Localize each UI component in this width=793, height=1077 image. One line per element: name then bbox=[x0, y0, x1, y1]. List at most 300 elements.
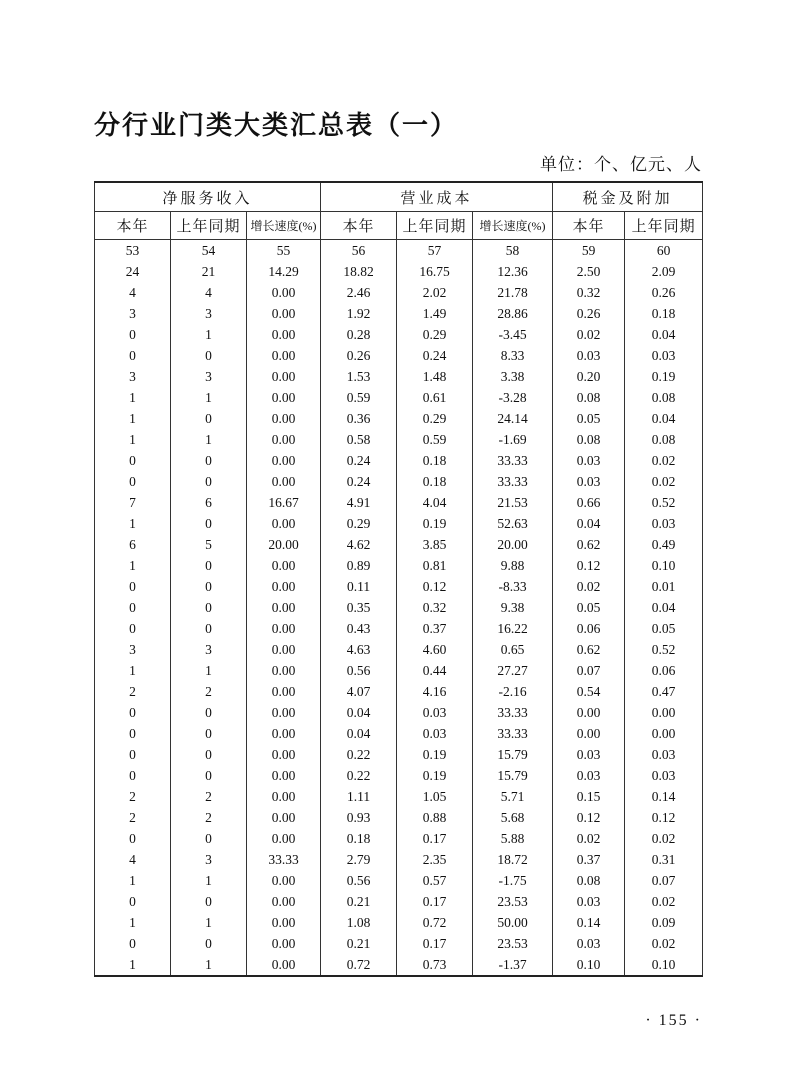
table-cell: 0.04 bbox=[625, 324, 703, 345]
table-row bbox=[95, 723, 703, 744]
table-cell: 0.12 bbox=[397, 576, 473, 597]
table-cell: 33.33 bbox=[473, 450, 553, 471]
table-cell: 0.00 bbox=[247, 807, 321, 828]
table-cell: 0 bbox=[171, 618, 247, 639]
table-cell: 54 bbox=[171, 240, 247, 262]
col-header-prior-year-1: 上年同期 bbox=[171, 212, 247, 240]
table-cell: 0.02 bbox=[553, 576, 625, 597]
table-cell: 0.00 bbox=[247, 450, 321, 471]
group-header-row bbox=[95, 182, 703, 212]
table-cell: 0.00 bbox=[247, 555, 321, 576]
table-cell: 24 bbox=[95, 261, 171, 282]
table-cell: 0.00 bbox=[625, 723, 703, 744]
table-cell: 16.67 bbox=[247, 492, 321, 513]
table-cell: 1.53 bbox=[321, 366, 397, 387]
table-cell: -8.33 bbox=[473, 576, 553, 597]
table-cell: 0 bbox=[95, 618, 171, 639]
table-cell: 0.05 bbox=[553, 408, 625, 429]
table-cell: 0 bbox=[171, 933, 247, 954]
table-cell: 0.09 bbox=[625, 912, 703, 933]
table-cell: 53 bbox=[95, 240, 171, 262]
table-cell: 0.00 bbox=[247, 387, 321, 408]
page-title: 分行业门类大类汇总表（一） bbox=[94, 111, 459, 141]
table-row bbox=[95, 828, 703, 849]
table-cell: 0.00 bbox=[247, 345, 321, 366]
table-cell: 0.11 bbox=[321, 576, 397, 597]
table-cell: 0 bbox=[95, 891, 171, 912]
table-row bbox=[95, 429, 703, 450]
table-cell: 1.49 bbox=[397, 303, 473, 324]
table-cell: 20.00 bbox=[473, 534, 553, 555]
table-cell: 8.33 bbox=[473, 345, 553, 366]
table-cell: 0.03 bbox=[553, 891, 625, 912]
table-cell: 2.09 bbox=[625, 261, 703, 282]
table-cell: 2 bbox=[171, 786, 247, 807]
table-cell: 0 bbox=[171, 828, 247, 849]
table-cell: 0.08 bbox=[553, 870, 625, 891]
table-cell: 0.00 bbox=[247, 597, 321, 618]
table-cell: 0.19 bbox=[625, 366, 703, 387]
table-cell: 4.62 bbox=[321, 534, 397, 555]
table-cell: 0.00 bbox=[247, 870, 321, 891]
table-cell: 1 bbox=[171, 387, 247, 408]
table-cell: 3 bbox=[95, 639, 171, 660]
col-header-prior-year-2: 上年同期 bbox=[397, 212, 473, 240]
table-cell: 0.19 bbox=[397, 513, 473, 534]
table-cell: 4.91 bbox=[321, 492, 397, 513]
table-row bbox=[95, 786, 703, 807]
table-cell: 0.00 bbox=[247, 723, 321, 744]
table-cell: 20.00 bbox=[247, 534, 321, 555]
table-cell: 0.21 bbox=[321, 891, 397, 912]
table-cell: 1 bbox=[95, 513, 171, 534]
table-cell: 2.46 bbox=[321, 282, 397, 303]
table-cell: 21.53 bbox=[473, 492, 553, 513]
table-cell: 0.36 bbox=[321, 408, 397, 429]
table-cell: 0.00 bbox=[247, 303, 321, 324]
table-cell: 0.24 bbox=[397, 345, 473, 366]
table-cell: 1 bbox=[171, 429, 247, 450]
table-cell: 1.11 bbox=[321, 786, 397, 807]
table-cell: 0.08 bbox=[625, 429, 703, 450]
table-cell: -3.28 bbox=[473, 387, 553, 408]
table-row bbox=[95, 933, 703, 954]
table-cell: 4.63 bbox=[321, 639, 397, 660]
table-cell: 2 bbox=[171, 681, 247, 702]
table-cell: 15.79 bbox=[473, 744, 553, 765]
table-cell: 0.10 bbox=[553, 954, 625, 976]
table-cell: 0.19 bbox=[397, 744, 473, 765]
table-cell: 0.54 bbox=[553, 681, 625, 702]
table-cell: 0.57 bbox=[397, 870, 473, 891]
table-cell: 0 bbox=[95, 471, 171, 492]
table-cell: 0.02 bbox=[625, 828, 703, 849]
table-cell: 0.02 bbox=[625, 933, 703, 954]
table-cell: 28.86 bbox=[473, 303, 553, 324]
table-cell: 33.33 bbox=[473, 723, 553, 744]
table-row bbox=[95, 492, 703, 513]
table-cell: 0 bbox=[171, 471, 247, 492]
group-header-net-service-income: 净服务收入 bbox=[95, 182, 321, 212]
table-cell: 0 bbox=[171, 744, 247, 765]
table-cell: 1 bbox=[95, 912, 171, 933]
table-cell: 0.06 bbox=[553, 618, 625, 639]
table-cell: 0.37 bbox=[397, 618, 473, 639]
table-cell: 0.00 bbox=[247, 576, 321, 597]
table-cell: 0.22 bbox=[321, 744, 397, 765]
table-cell: 0.04 bbox=[321, 723, 397, 744]
table-cell: 0 bbox=[95, 933, 171, 954]
table-cell: 0.03 bbox=[625, 513, 703, 534]
table-cell: 0.17 bbox=[397, 828, 473, 849]
table-cell: 0.00 bbox=[247, 828, 321, 849]
table-cell: 0.21 bbox=[321, 933, 397, 954]
table-cell: 0.56 bbox=[321, 870, 397, 891]
table-cell: 1 bbox=[95, 870, 171, 891]
table-cell: 2.50 bbox=[553, 261, 625, 282]
table-cell: 0.58 bbox=[321, 429, 397, 450]
table-cell: 0.00 bbox=[247, 744, 321, 765]
table-cell: 5.71 bbox=[473, 786, 553, 807]
table-cell: 0.28 bbox=[321, 324, 397, 345]
table-cell: 2 bbox=[95, 786, 171, 807]
table-cell: 0 bbox=[95, 345, 171, 366]
table-cell: 33.33 bbox=[247, 849, 321, 870]
table-row bbox=[95, 849, 703, 870]
table-cell: 0 bbox=[95, 324, 171, 345]
table-cell: 3 bbox=[95, 303, 171, 324]
table-cell: 0.00 bbox=[247, 408, 321, 429]
table-cell: 0.29 bbox=[321, 513, 397, 534]
table-cell: 56 bbox=[321, 240, 397, 262]
table-row bbox=[95, 366, 703, 387]
table-cell: 0.12 bbox=[625, 807, 703, 828]
table-cell: 0.00 bbox=[247, 639, 321, 660]
table-cell: 0.03 bbox=[625, 345, 703, 366]
table-cell: 0.03 bbox=[553, 933, 625, 954]
table-cell: 24.14 bbox=[473, 408, 553, 429]
table-cell: 1 bbox=[171, 870, 247, 891]
table-cell: 0.26 bbox=[321, 345, 397, 366]
table-cell: 33.33 bbox=[473, 471, 553, 492]
table-cell: 0 bbox=[171, 450, 247, 471]
table-row bbox=[95, 261, 703, 282]
table-cell: 0.08 bbox=[625, 387, 703, 408]
table-cell: 6 bbox=[171, 492, 247, 513]
table-cell: 0.04 bbox=[321, 702, 397, 723]
table-cell: 0.88 bbox=[397, 807, 473, 828]
table-cell: 0.31 bbox=[625, 849, 703, 870]
table-cell: 0.12 bbox=[553, 807, 625, 828]
table-row bbox=[95, 744, 703, 765]
table-cell: 3 bbox=[171, 303, 247, 324]
table-cell: 0.18 bbox=[625, 303, 703, 324]
table-row bbox=[95, 513, 703, 534]
table-cell: 0.65 bbox=[473, 639, 553, 660]
table-cell: -2.16 bbox=[473, 681, 553, 702]
table-cell: 0.00 bbox=[247, 429, 321, 450]
table-cell: 0.03 bbox=[625, 744, 703, 765]
table-cell: 3.85 bbox=[397, 534, 473, 555]
table-cell: 60 bbox=[625, 240, 703, 262]
table-cell: 0 bbox=[171, 765, 247, 786]
table-cell: 0.00 bbox=[247, 324, 321, 345]
column-header-row bbox=[95, 212, 703, 240]
table-cell: 3 bbox=[171, 849, 247, 870]
table-cell: 0.01 bbox=[625, 576, 703, 597]
table-cell: 1.92 bbox=[321, 303, 397, 324]
table-cell: 27.27 bbox=[473, 660, 553, 681]
table-cell: 0 bbox=[95, 702, 171, 723]
table-row bbox=[95, 912, 703, 933]
table-cell: 0.59 bbox=[321, 387, 397, 408]
table-cell: 1 bbox=[95, 660, 171, 681]
table-cell: 0.62 bbox=[553, 639, 625, 660]
table-cell: 4 bbox=[95, 282, 171, 303]
table-cell: 0.05 bbox=[553, 597, 625, 618]
table-cell: 0.62 bbox=[553, 534, 625, 555]
table-cell: 0.00 bbox=[247, 891, 321, 912]
table-cell: 0.00 bbox=[247, 366, 321, 387]
table-cell: 23.53 bbox=[473, 891, 553, 912]
table-cell: 33.33 bbox=[473, 702, 553, 723]
table-row bbox=[95, 450, 703, 471]
table-row bbox=[95, 534, 703, 555]
table-cell: 0.03 bbox=[397, 702, 473, 723]
table-cell: 0.03 bbox=[397, 723, 473, 744]
table-row bbox=[95, 954, 703, 976]
table-row bbox=[95, 765, 703, 786]
table-cell: 50.00 bbox=[473, 912, 553, 933]
table-cell: 21 bbox=[171, 261, 247, 282]
table-cell: 0.43 bbox=[321, 618, 397, 639]
table-cell: 4 bbox=[171, 282, 247, 303]
col-header-growth-rate-1: 增长速度(%) bbox=[247, 212, 321, 240]
table-cell: 0.00 bbox=[247, 681, 321, 702]
table-cell: 0.56 bbox=[321, 660, 397, 681]
table-cell: 0.12 bbox=[553, 555, 625, 576]
table-cell: 0 bbox=[171, 597, 247, 618]
table-row bbox=[95, 702, 703, 723]
col-header-current-year-1: 本年 bbox=[95, 212, 171, 240]
col-header-current-year-3: 本年 bbox=[553, 212, 625, 240]
table-cell: 0.72 bbox=[397, 912, 473, 933]
table-cell: 0.04 bbox=[625, 408, 703, 429]
summary-table bbox=[94, 181, 703, 977]
table-cell: 1.08 bbox=[321, 912, 397, 933]
table-cell: 21.78 bbox=[473, 282, 553, 303]
table-cell: 0.22 bbox=[321, 765, 397, 786]
table-cell: 18.72 bbox=[473, 849, 553, 870]
table-cell: 0 bbox=[95, 723, 171, 744]
table-cell: 58 bbox=[473, 240, 553, 262]
column-number-row bbox=[95, 240, 703, 262]
table-cell: 5 bbox=[171, 534, 247, 555]
table-row bbox=[95, 807, 703, 828]
table-cell: 0.03 bbox=[553, 744, 625, 765]
table-cell: 0.14 bbox=[553, 912, 625, 933]
table-row bbox=[95, 870, 703, 891]
table-body bbox=[95, 240, 703, 977]
table-cell: 0.29 bbox=[397, 324, 473, 345]
table-cell: 15.79 bbox=[473, 765, 553, 786]
table-row bbox=[95, 345, 703, 366]
table-cell: 1 bbox=[95, 387, 171, 408]
table-cell: 59 bbox=[553, 240, 625, 262]
table-cell: 0.18 bbox=[397, 450, 473, 471]
table-cell: 0 bbox=[171, 723, 247, 744]
table-cell: 0.07 bbox=[553, 660, 625, 681]
table-cell: 0.44 bbox=[397, 660, 473, 681]
table-cell: 0.73 bbox=[397, 954, 473, 976]
table-cell: 0.89 bbox=[321, 555, 397, 576]
table-cell: 2 bbox=[171, 807, 247, 828]
table-cell: 0 bbox=[171, 702, 247, 723]
table-cell: 0.52 bbox=[625, 492, 703, 513]
table-row bbox=[95, 282, 703, 303]
group-header-operating-cost: 营业成本 bbox=[321, 182, 553, 212]
table-cell: 16.75 bbox=[397, 261, 473, 282]
table-cell: 0.26 bbox=[625, 282, 703, 303]
table-cell: 0.37 bbox=[553, 849, 625, 870]
table-cell: 2.79 bbox=[321, 849, 397, 870]
table-cell: 3 bbox=[95, 366, 171, 387]
table-cell: 0.24 bbox=[321, 450, 397, 471]
table-cell: 9.38 bbox=[473, 597, 553, 618]
table-cell: 3 bbox=[171, 639, 247, 660]
table-cell: 0.03 bbox=[553, 765, 625, 786]
table-cell: 0.17 bbox=[397, 933, 473, 954]
table-cell: 0.02 bbox=[625, 450, 703, 471]
table-cell: 0.49 bbox=[625, 534, 703, 555]
table-cell: 0.20 bbox=[553, 366, 625, 387]
table-cell: 0.26 bbox=[553, 303, 625, 324]
table-cell: 0.02 bbox=[625, 471, 703, 492]
table-row bbox=[95, 471, 703, 492]
table-row bbox=[95, 576, 703, 597]
table-cell: 57 bbox=[397, 240, 473, 262]
table-cell: 1 bbox=[171, 324, 247, 345]
table-cell: 0.00 bbox=[553, 723, 625, 744]
table-cell: 55 bbox=[247, 240, 321, 262]
table-row bbox=[95, 639, 703, 660]
table-row bbox=[95, 660, 703, 681]
table-cell: 2.02 bbox=[397, 282, 473, 303]
table-cell: 14.29 bbox=[247, 261, 321, 282]
table-cell: 0.00 bbox=[247, 282, 321, 303]
table-cell: -1.37 bbox=[473, 954, 553, 976]
table-cell: 0.24 bbox=[321, 471, 397, 492]
table-cell: 0.04 bbox=[625, 597, 703, 618]
table-cell: 12.36 bbox=[473, 261, 553, 282]
table-cell: 0.02 bbox=[625, 891, 703, 912]
table-cell: 0.02 bbox=[553, 324, 625, 345]
table-cell: 0.10 bbox=[625, 555, 703, 576]
table-cell: 0.52 bbox=[625, 639, 703, 660]
table-cell: 3 bbox=[171, 366, 247, 387]
table-cell: 1 bbox=[95, 429, 171, 450]
table-cell: 0.00 bbox=[247, 471, 321, 492]
table-cell: 9.88 bbox=[473, 555, 553, 576]
table-cell: 4.07 bbox=[321, 681, 397, 702]
table-cell: 0 bbox=[95, 576, 171, 597]
table-cell: 0.66 bbox=[553, 492, 625, 513]
table-row bbox=[95, 387, 703, 408]
table-cell: 0.81 bbox=[397, 555, 473, 576]
table-cell: 0 bbox=[171, 408, 247, 429]
table-cell: 0 bbox=[95, 744, 171, 765]
table-cell: 5.68 bbox=[473, 807, 553, 828]
table-cell: 6 bbox=[95, 534, 171, 555]
table-cell: 0.35 bbox=[321, 597, 397, 618]
table-cell: 4.16 bbox=[397, 681, 473, 702]
table-cell: 1 bbox=[171, 660, 247, 681]
table-cell: 0.18 bbox=[397, 471, 473, 492]
table-cell: 0.00 bbox=[553, 702, 625, 723]
table-cell: 0.00 bbox=[247, 513, 321, 534]
table-cell: 0.00 bbox=[247, 702, 321, 723]
table-cell: 4 bbox=[95, 849, 171, 870]
table-cell: 0.15 bbox=[553, 786, 625, 807]
table-cell: 0 bbox=[171, 513, 247, 534]
table-cell: 7 bbox=[95, 492, 171, 513]
table-cell: 0 bbox=[171, 555, 247, 576]
table-cell: 0.08 bbox=[553, 387, 625, 408]
table-cell: 2 bbox=[95, 681, 171, 702]
page-number: · 155 · bbox=[645, 1012, 702, 1029]
table-cell: 1.48 bbox=[397, 366, 473, 387]
table-cell: 0.02 bbox=[553, 828, 625, 849]
col-header-prior-year-3: 上年同期 bbox=[625, 212, 703, 240]
table-cell: 0.03 bbox=[553, 345, 625, 366]
table-cell: 52.63 bbox=[473, 513, 553, 534]
table-row bbox=[95, 324, 703, 345]
table-cell: 0.03 bbox=[553, 471, 625, 492]
table-cell: 0.93 bbox=[321, 807, 397, 828]
table-cell: 0 bbox=[171, 345, 247, 366]
table-cell: 0 bbox=[171, 576, 247, 597]
table-cell: 0.19 bbox=[397, 765, 473, 786]
table-cell: 0.00 bbox=[247, 786, 321, 807]
table-row bbox=[95, 303, 703, 324]
table-cell: 1 bbox=[95, 954, 171, 976]
table-cell: 0.32 bbox=[397, 597, 473, 618]
table-cell: 2 bbox=[95, 807, 171, 828]
table-cell: 5.88 bbox=[473, 828, 553, 849]
table-cell: 0.06 bbox=[625, 660, 703, 681]
table-cell: 16.22 bbox=[473, 618, 553, 639]
table-cell: 0.29 bbox=[397, 408, 473, 429]
table-cell: 0.05 bbox=[625, 618, 703, 639]
table-cell: 0 bbox=[95, 828, 171, 849]
table-cell: 1 bbox=[171, 954, 247, 976]
table-cell: 0.10 bbox=[625, 954, 703, 976]
table-row bbox=[95, 555, 703, 576]
table-cell: 0 bbox=[95, 597, 171, 618]
table-cell: 2.35 bbox=[397, 849, 473, 870]
table-cell: 0.00 bbox=[247, 765, 321, 786]
table-cell: 0.18 bbox=[321, 828, 397, 849]
table-cell: 1 bbox=[171, 912, 247, 933]
table-cell: -3.45 bbox=[473, 324, 553, 345]
table-cell: 1 bbox=[95, 555, 171, 576]
table-row bbox=[95, 408, 703, 429]
group-header-taxes-surcharges: 税金及附加 bbox=[553, 182, 703, 212]
table-cell: 0.04 bbox=[553, 513, 625, 534]
table-cell: 0.00 bbox=[247, 954, 321, 976]
table-cell: 0.00 bbox=[247, 618, 321, 639]
table-cell: 4.60 bbox=[397, 639, 473, 660]
